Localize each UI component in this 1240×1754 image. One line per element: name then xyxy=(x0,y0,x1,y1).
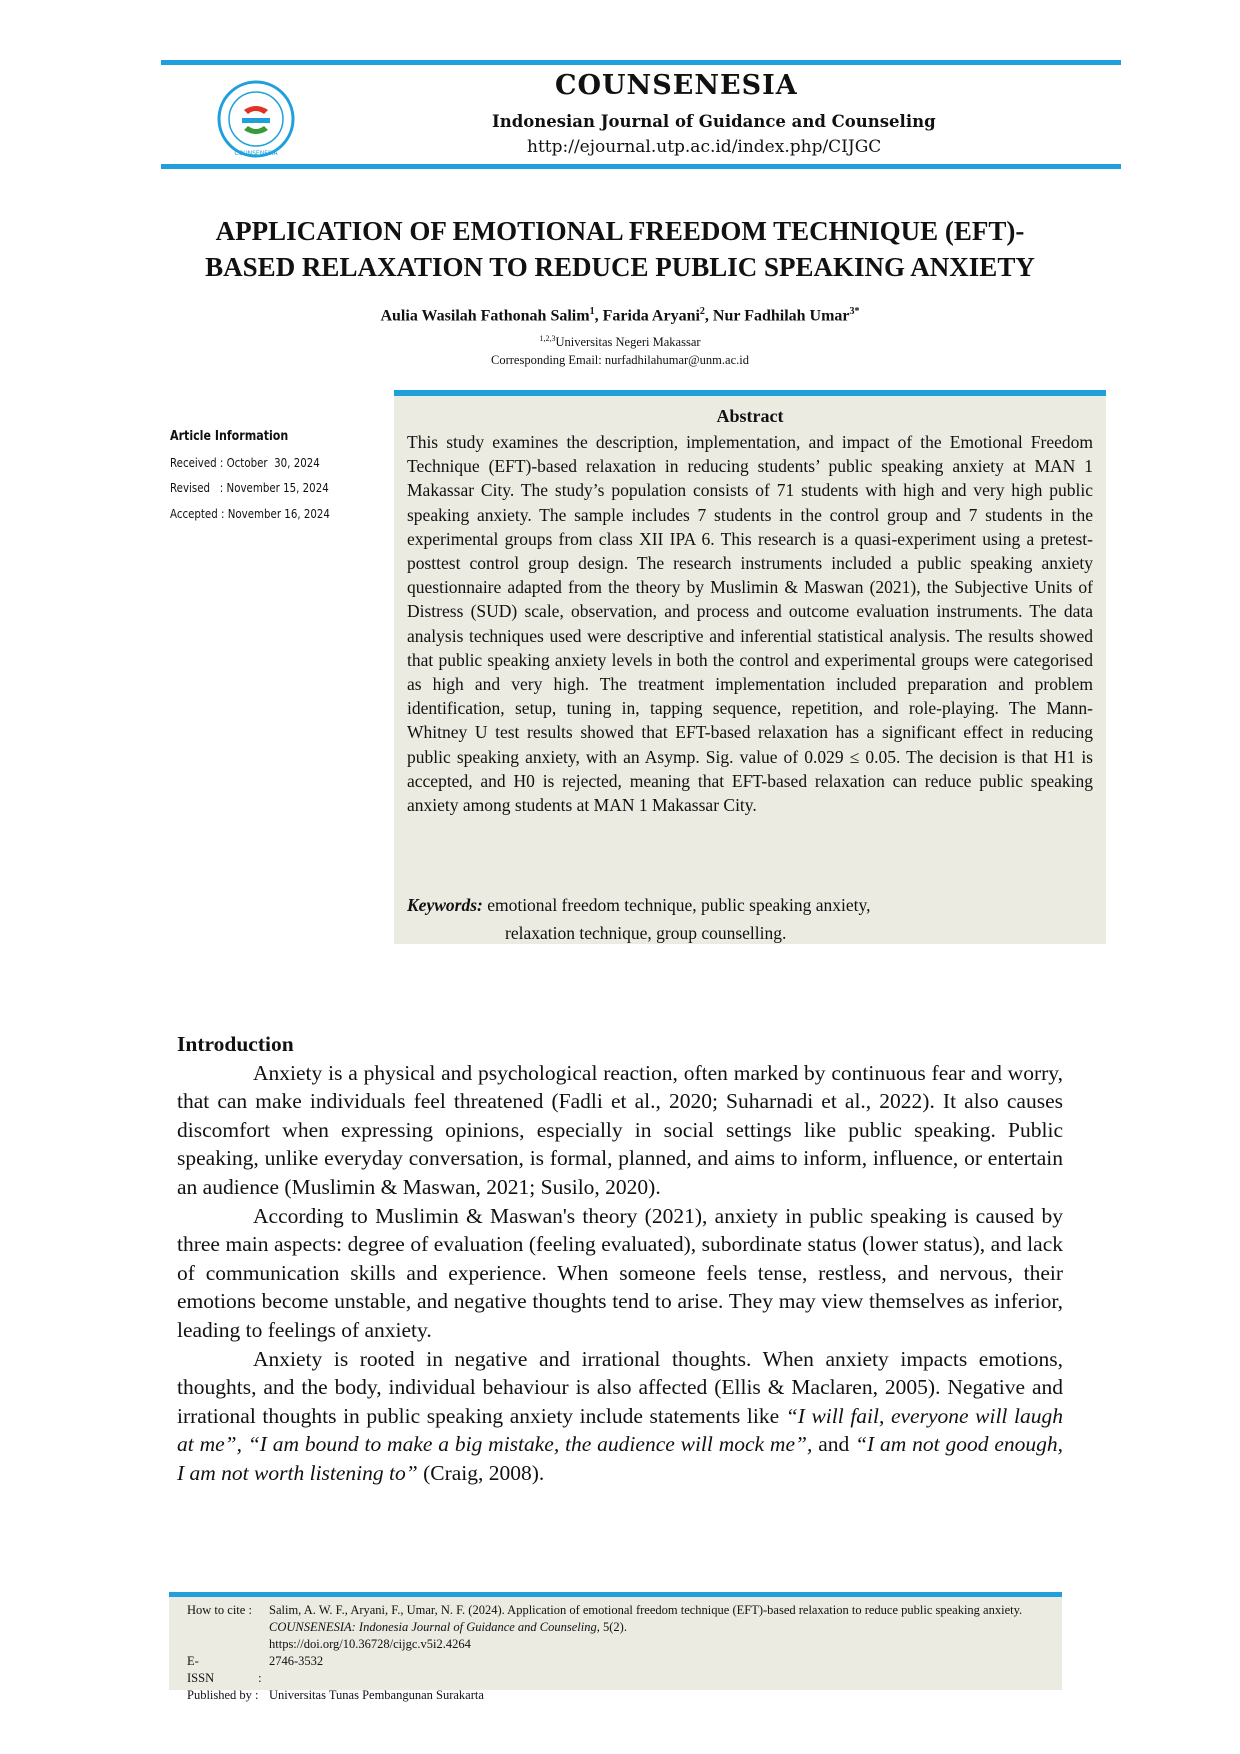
published-row xyxy=(187,1687,1057,1704)
article-info-heading: Article Information xyxy=(170,428,289,444)
abstract-box xyxy=(394,390,1106,944)
affiliation-text: Universitas Negeri Makassar xyxy=(555,335,701,350)
title-line-1: APPLICATION OF EMOTIONAL FREEDOM TECHNIQUE (EFT)- xyxy=(215,216,1025,246)
received-date: Received : October 30, 2024 xyxy=(170,454,320,470)
corresponding-email[interactable]: Corresponding Email: nurfadhilahumar@unm.ac.id xyxy=(491,353,749,367)
p3-quote-1: “I will fail, everyone will laugh at me”, “I am bound to make a big mistake, the audience will mock me”, xyxy=(177,1403,1063,1457)
intro-paragraph-2: According to Muslimin & Maswan's theory (2021), anxiety in public speaking is caused by three main aspects: degree of evaluation (feeling evaluated), subordinate status (lower status), and lack of communication skills and experience. When someone feels tense, restless, and nervous, their emotions become unstable, and negative thoughts tend to arise. They may view themselves as inferior, leading to feelings of anxiety. xyxy=(177,1203,1063,1342)
p3-text-a: Anxiety is rooted in negative and irrational thoughts. When anxiety impacts emotions, thoughts, and the body, individual behaviour is also affected (Ellis & Maclaren, 2005). Negative and irrational thoughts in public speaking anxiety include statements like xyxy=(177,1346,1063,1428)
intro-paragraph-3 xyxy=(177,1345,1063,1488)
header-bottom-rule xyxy=(161,164,1121,169)
article-title xyxy=(150,213,1090,285)
citation-grid xyxy=(187,1602,1057,1704)
author-list xyxy=(200,306,1040,325)
author-sup: 3* xyxy=(849,306,860,317)
introduction-section xyxy=(177,1030,1063,1488)
affiliation xyxy=(200,334,1040,350)
published-value: Universitas Tunas Pembangunan Surakarta xyxy=(269,1688,484,1702)
abstract-heading: Abstract xyxy=(716,406,784,426)
accepted-date: Accepted : November 16, 2024 xyxy=(170,505,330,521)
eissn-label-text: E-ISSN xyxy=(187,1654,215,1685)
journal-logo xyxy=(210,80,302,158)
author-name: Farida Aryani xyxy=(602,307,700,325)
eissn-value: 2746-3532 xyxy=(269,1654,324,1668)
journal-url[interactable]: http://ejournal.utp.ac.id/index.php/CIJGC xyxy=(527,137,882,157)
header-top-rule xyxy=(161,60,1121,65)
author-separator: , xyxy=(594,307,603,325)
citation-box xyxy=(169,1592,1062,1702)
cite-doi[interactable]: https://doi.org/10.36728/cijgc.v5i2.4264 xyxy=(269,1637,471,1651)
eissn-label xyxy=(187,1653,269,1687)
introduction-heading: Introduction xyxy=(177,1032,294,1056)
p3-quote-2: “I am not good enough, I am not worth listening to” xyxy=(177,1432,1063,1485)
how-to-cite-label: How to cite : xyxy=(187,1603,252,1617)
how-to-cite-row xyxy=(187,1602,1057,1653)
eissn-sep: : xyxy=(258,1671,262,1685)
cite-text-b: 5(2). xyxy=(599,1620,627,1634)
published-label: Published by : xyxy=(187,1688,259,1702)
title-line-2: BASED RELAXATION TO REDUCE PUBLIC SPEAKING ANXIETY xyxy=(205,252,1035,282)
citation-top-rule xyxy=(169,1592,1062,1597)
author-sup: 2 xyxy=(699,306,705,317)
author-separator: , xyxy=(704,307,713,325)
keywords-line-1: emotional freedom technique, public speaking anxiety, xyxy=(487,895,871,915)
article-information xyxy=(170,424,330,526)
affiliation-sup: 1,2,3 xyxy=(539,334,556,343)
p3-text-c: (Craig, 2008). xyxy=(417,1460,545,1485)
abstract-top-rule xyxy=(394,390,1106,396)
keywords xyxy=(407,891,1087,947)
abstract-text: This study examines the description, implementation, and impact of the Emotional Freedom Technique (EFT)-based relaxation in reducing students’ public speaking anxiety at MAN 1 Makassar City. The study’s population consists of 71 students with high and very high public speaking anxiety. The sample includes 7 students in the control group and 7 students in the experimental groups from class XII IPA 6. This research is a quasi-experiment using a pretest-posttest control group design. The research instruments included a public speaking anxiety questionnaire adapted from the theory by Muslimin & Maswan (2021), the Subjective Units of Distress (SUD) scale, observation, and process and outcome evaluation instruments. The data analysis techniques used were descriptive and inferential statistical analysis. The results showed that public speaking anxiety levels in both the control and experimental groups were categorised as high and very high. The treatment implementation included preparation and problem identification, setup, tuning in, tapping sequence, repetition, and role-playing. The Mann-Whitney U test results showed that EFT-based relaxation has a significant effect in reducing public speaking anxiety, with an Asymp. Sig. value of 0.029 ≤ 0.05. The decision is that H1 is accepted, and H0 is rejected, meaning that EFT-based relaxation can reduce public speaking anxiety among students at MAN 1 Makassar City. xyxy=(407,432,1093,816)
author-name: Aulia Wasilah Fathonah Salim xyxy=(380,307,590,325)
how-to-cite-value xyxy=(269,1602,1057,1653)
logo-ring-text: COUNSENESIA xyxy=(234,150,278,157)
author-sup: 1 xyxy=(589,306,595,317)
keywords-line-2: relaxation technique, group counselling. xyxy=(505,923,787,943)
intro-paragraph-1: Anxiety is a physical and psychological reaction, often marked by continuous fear and worry, that can make individuals feel threatened (Fadli et al., 2020; Suharnadi et al., 2022). It also causes discomfort when expressing opinions, especially in social settings like public speaking. Public speaking, unlike everyday conversation, is formal, planned, and aims to inform, influence, or entertain an audience (Muslimin & Maswan, 2021; Susilo, 2020). xyxy=(177,1060,1063,1199)
keywords-label: Keywords: xyxy=(407,895,483,915)
cite-text-a: Salim, A. W. F., Aryani, F., Umar, N. F. (2024). Application of emotional freedom technique (EFT)-based relaxation to reduce public speaking anxiety. xyxy=(269,1603,1023,1617)
revised-date: Revised : November 15, 2024 xyxy=(170,480,329,495)
p3-text-b: and xyxy=(812,1432,856,1457)
cite-journal: COUNSENESIA: Indonesia Journal of Guidance and Counseling, xyxy=(269,1620,600,1634)
author-name: Nur Fadhilah Umar xyxy=(712,307,850,325)
journal-name: COUNSENESIA xyxy=(555,70,798,101)
eissn-row xyxy=(187,1653,1057,1687)
journal-subtitle: Indonesian Journal of Guidance and Counseling xyxy=(492,112,936,131)
